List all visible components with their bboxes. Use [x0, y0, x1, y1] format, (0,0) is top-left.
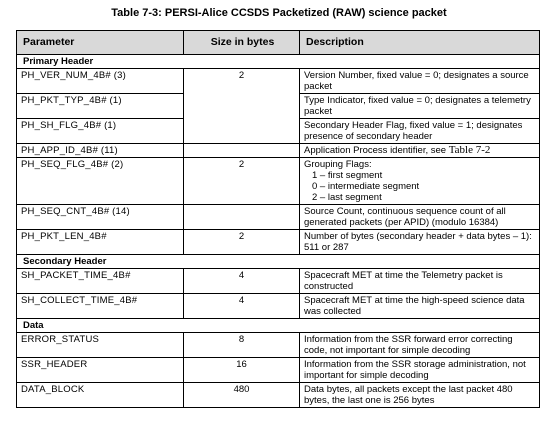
param-error-status: ERROR_STATUS: [17, 333, 184, 358]
size-data-block: 480: [184, 383, 300, 408]
table-reference-link: Table 7-2: [448, 144, 491, 156]
section-data: Data: [17, 319, 540, 333]
section-primary-header: Primary Header: [17, 55, 540, 69]
science-packet-table: [16, 30, 540, 408]
param-sh-flg: PH_SH_FLG_4B# (1): [17, 119, 184, 144]
desc-sh-packet-time: Spacecraft MET at time the Telemetry packet is constructed: [300, 269, 540, 294]
size-pkt-len: 2: [184, 230, 300, 255]
table-row: [17, 333, 540, 358]
param-pkt-typ: PH_PKT_TYP_4B# (1): [17, 94, 184, 119]
size-sh-collect-time: 4: [184, 294, 300, 319]
table-row: [17, 144, 540, 158]
size-seq-cnt-empty: [184, 205, 300, 230]
desc-ssr-header: Information from the SSR storage administration, not important for simple decoding: [300, 358, 540, 383]
desc-seq-cnt: Source Count, continuous sequence count of all generated packets (per APID) (modulo 16384): [300, 205, 540, 230]
size-seq-flg: 2: [184, 158, 300, 205]
table-row: [17, 158, 540, 205]
table-caption: Table 7-3: PERSI-Alice CCSDS Packetized (RAW) science packet: [111, 7, 447, 19]
table-row: [17, 269, 540, 294]
section-row-secondary: [17, 255, 540, 269]
desc-sh-collect-time: Spacecraft MET at time the high-speed science data was collected: [300, 294, 540, 319]
size-group-version-type-flag: 2: [184, 69, 300, 144]
header-description: Description: [300, 31, 540, 55]
param-data-block: DATA_BLOCK: [17, 383, 184, 408]
grouping-flag-item: 0 – intermediate segment: [312, 181, 420, 192]
param-app-id: PH_APP_ID_4B# (11): [17, 144, 184, 158]
table-row: [17, 358, 540, 383]
param-pkt-len: PH_PKT_LEN_4B#: [17, 230, 184, 255]
size-error-status: 8: [184, 333, 300, 358]
size-app-id-empty: [184, 144, 300, 158]
table-header-row: [17, 31, 540, 55]
desc-error-status: Information from the SSR forward error correcting code, not important for simple decoding: [300, 333, 540, 358]
grouping-flag-item: 2 – last segment: [312, 192, 382, 203]
desc-pkt-len: Number of bytes (secondary header + data bytes – 1): 511 or 287: [300, 230, 540, 255]
table-row: [17, 230, 540, 255]
table-row: [17, 205, 540, 230]
desc-pkt-typ: Type Indicator, fixed value = 0; designates a telemetry packet: [300, 94, 540, 119]
param-ssr-header: SSR_HEADER: [17, 358, 184, 383]
header-parameter: Parameter: [17, 31, 184, 55]
desc-seq-flg: [300, 158, 540, 205]
size-sh-packet-time: 4: [184, 269, 300, 294]
size-ssr-header: 16: [184, 358, 300, 383]
section-row-primary: [17, 55, 540, 69]
section-secondary-header: Secondary Header: [17, 255, 540, 269]
desc-data-block: Data bytes, all packets except the last packet 480 bytes, the last one is 256 bytes: [300, 383, 540, 408]
table-row: [17, 383, 540, 408]
param-sh-collect-time: SH_COLLECT_TIME_4B#: [17, 294, 184, 319]
table-row: [17, 294, 540, 319]
param-sh-packet-time: SH_PACKET_TIME_4B#: [17, 269, 184, 294]
desc-seq-flg-title: Grouping Flags:: [304, 159, 372, 170]
param-seq-flg: PH_SEQ_FLG_4B# (2): [17, 158, 184, 205]
param-ver-num: PH_VER_NUM_4B# (3): [17, 69, 184, 94]
header-size: Size in bytes: [184, 31, 300, 55]
desc-sh-flg: Secondary Header Flag, fixed value = 1; designates presence of secondary header: [300, 119, 540, 144]
param-seq-cnt: PH_SEQ_CNT_4B# (14): [17, 205, 184, 230]
desc-app-id: [300, 144, 540, 158]
desc-app-id-text: Application Process identifier, see: [304, 145, 447, 156]
grouping-flag-item: 1 – first segment: [312, 170, 383, 181]
section-row-data: [17, 319, 540, 333]
table-row: [17, 69, 540, 94]
desc-ver-num: Version Number, fixed value = 0; designates a source packet: [300, 69, 540, 94]
